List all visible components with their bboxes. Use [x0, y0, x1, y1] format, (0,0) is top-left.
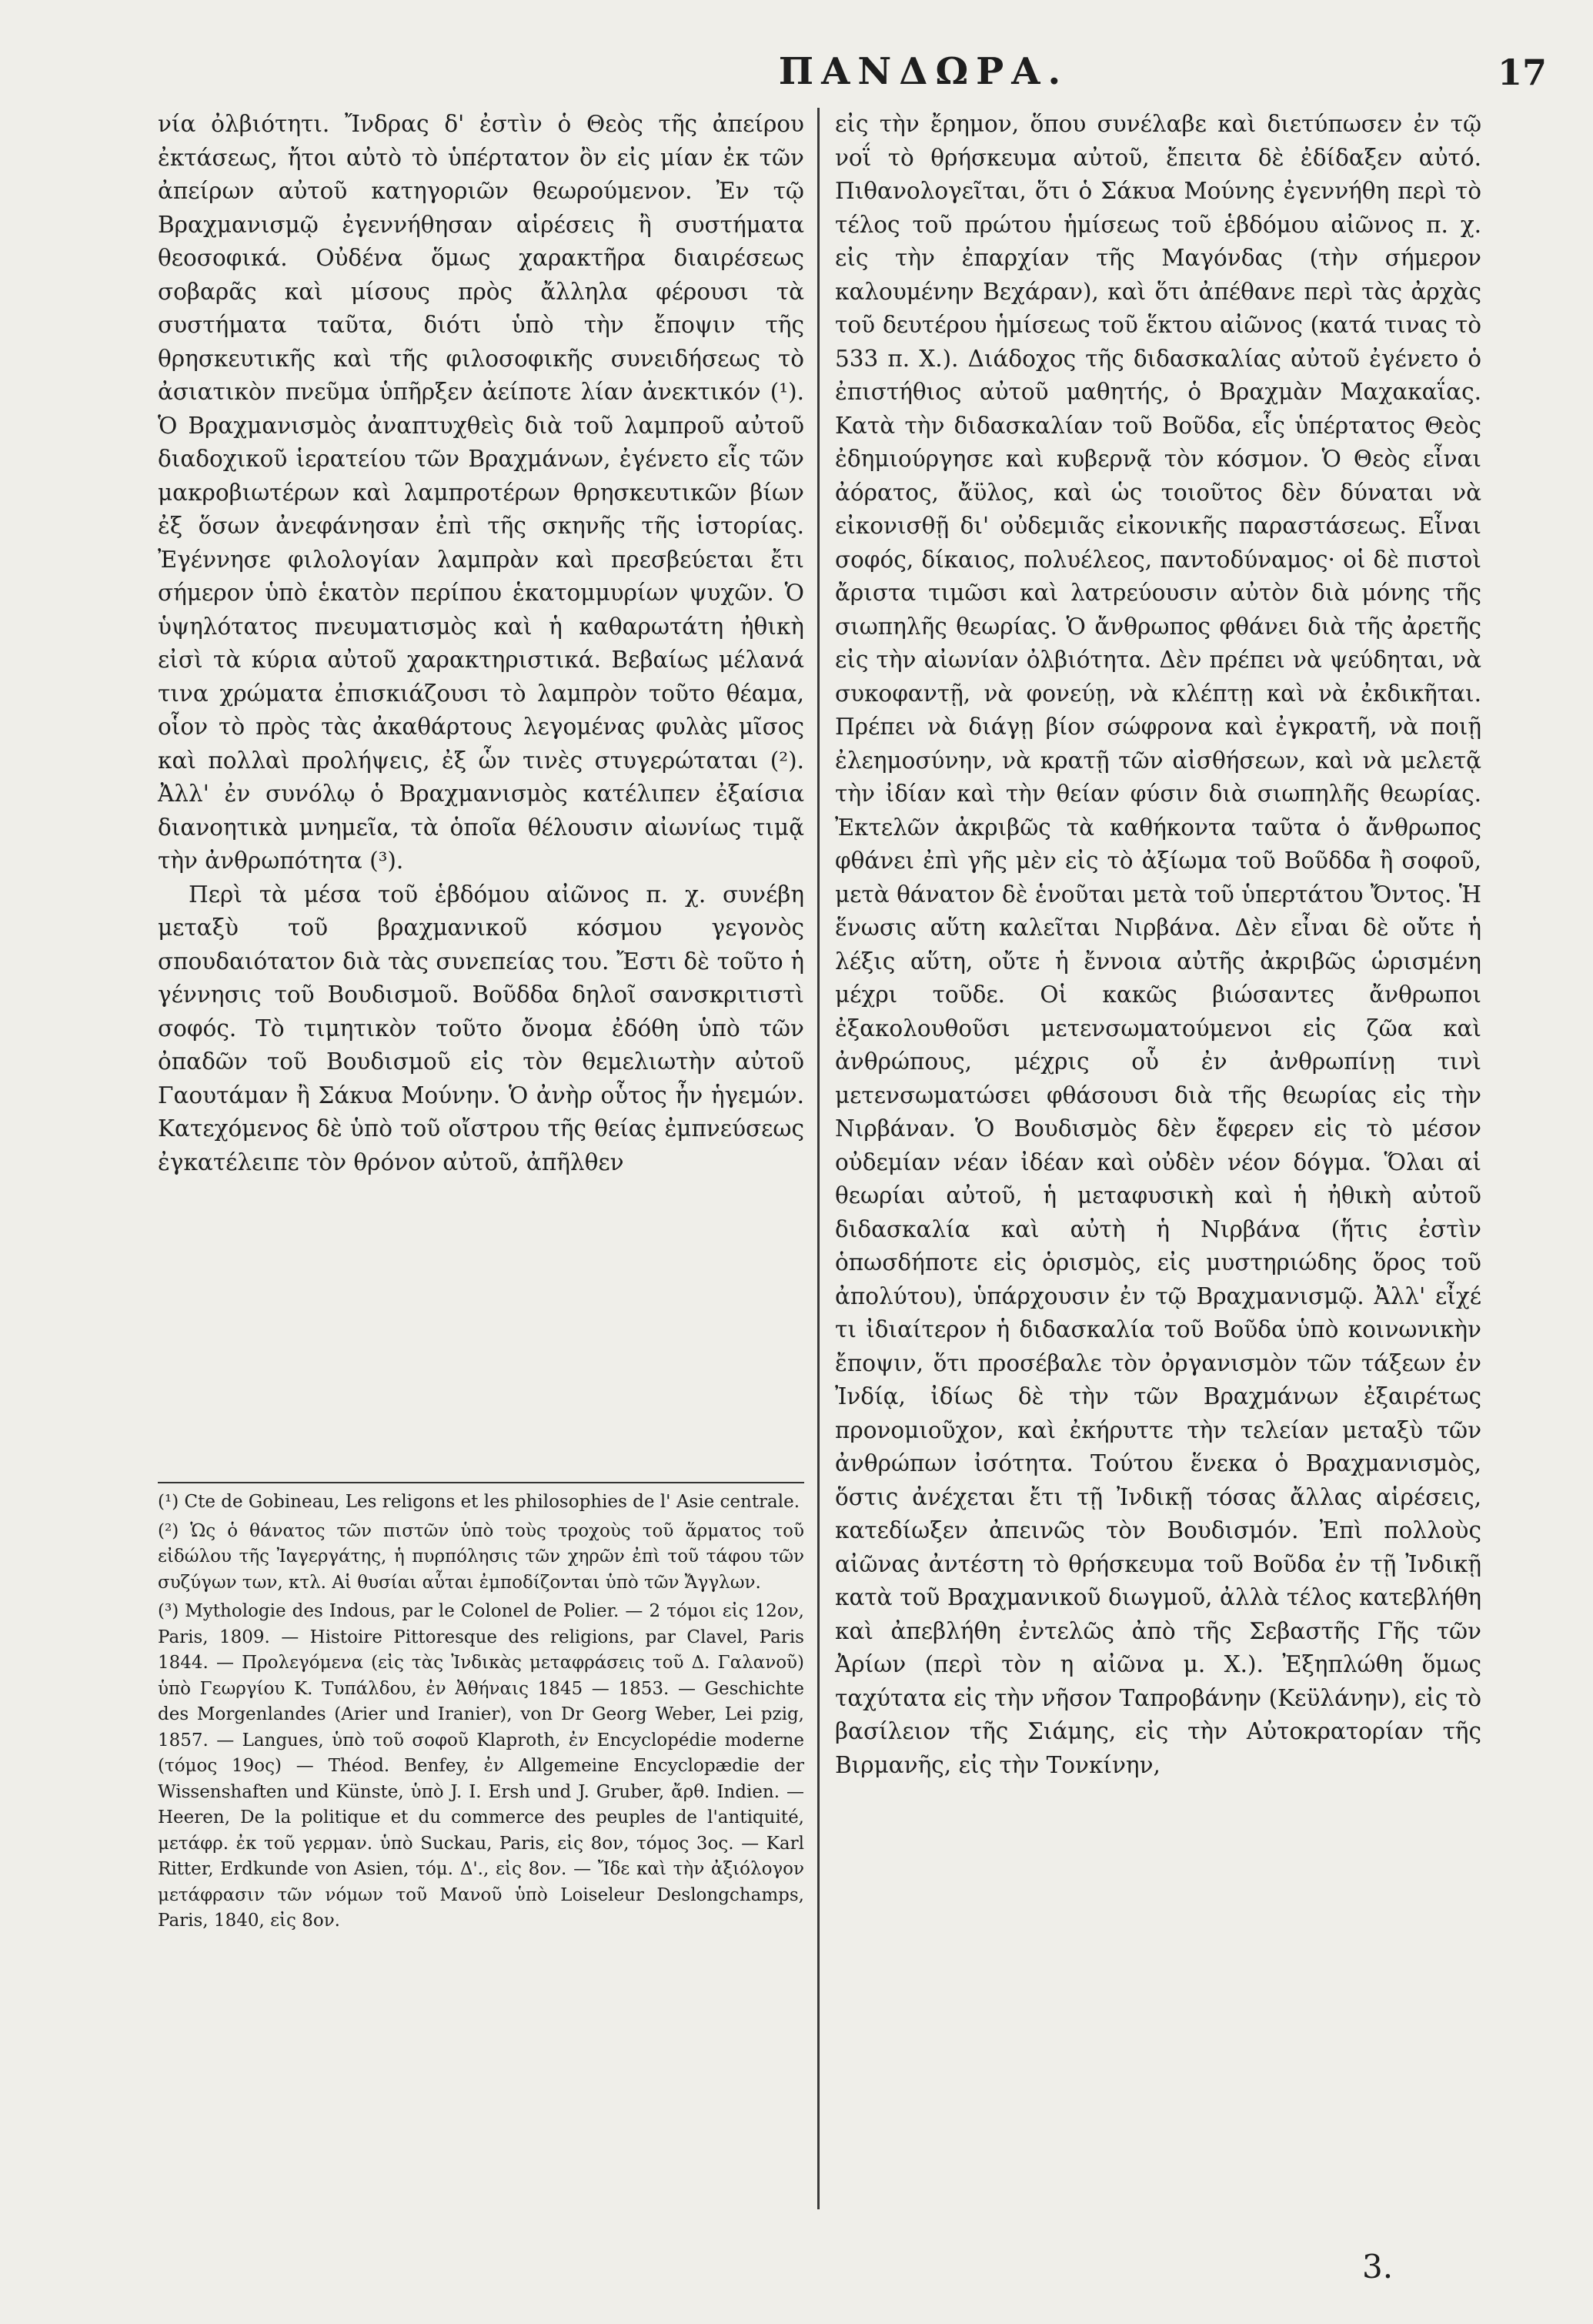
footnote-3: (³) Mythologie des Indous, par le Colonel de Polier. — 2 τόμοι εἰς 12ον, Paris, 1809. — Histoire Pittoresque des religions, par Clavel, Paris 1844. — Προλεγόμενα (εἰς τὰς Ἰνδικὰς μεταφράσεις τοῦ Δ. Γαλανοῦ) ὑπὸ Γεωργίου Κ. Τυπάλδου, ἐν Ἀθήναις 1845 — 1853. — Geschichte des Morgenlandes (Arier und Iranier), von Dr Georg Weber, Lei pzig, 1857. — Langues, ὑπὸ τοῦ σοφοῦ Klaproth, ἐν Encyclopédie moderne (τόμος 19ος) — Théod. Benfey, ἐν Allgemeine Encyclopædie der Wissenshaften und Künste, ὑπὸ J. I. Ersh und J. Gruber, ἄρθ. Indien. — Heeren, De la politique et du commerce des peuples de l'antiquité, μετάφρ. ἐκ τοῦ γερμαν. ὑπὸ Suckau, Paris, εἰς 8ον, τόμος 3ος. — Karl Ritter, Erdkunde von Asien, τόμ. Δ'., εἰς 8ον. — Ἴδε καὶ τὴν ἀξιόλογον μετάφρασιν τῶν νόμων τοῦ Μανοῦ ὑπὸ Loiseleur Deslongchamps, Paris, 1840, εἰς 8ον. — [158, 1601, 804, 1931]
left-column — [158, 108, 804, 1179]
column-divider — [817, 108, 820, 2209]
footnote-2: (²) Ὡς ὁ θάνατος τῶν πιστῶν ὑπὸ τοὺς τροχοὺς τοῦ ἅρματος τοῦ εἰδώλου τῆς Ἰαγεργάτης, ἡ πυρπόλησις τῶν χηρῶν ἐπὶ τοῦ τάφου τῶν συζύγων των, κτλ. Αἱ θυσίαι αὗται ἐμποδίζονται ὑπὸ τῶν Ἄγγλων. — [158, 1520, 804, 1593]
footnote-1: (¹) Cte de Gobineau, Les religons et les philosophies de l' Asie centrale. — [158, 1492, 800, 1512]
running-title: ΠΑΝΔΩΡΑ. — [778, 50, 1069, 93]
right-paragraph-1: εἰς τὴν ἔρημον, ὅπου συνέλαβε καὶ διετύπωσεν ἐν τῷ νοΐ τὸ θρήσκευμα αὐτοῦ, ἔπειτα δὲ ἐδίδαξεν αὐτό. Πιθανολογεῖται, ὅτι ὁ Σάκυα Μούνης ἐγεννήθη περὶ τὸ τέλος τοῦ πρώτου ἡμίσεως τοῦ ἑβδόμου αἰῶνος π. χ. εἰς τὴν ἐπαρχίαν τῆς Μαγόνδας (τὴν σήμερον καλουμένην Βεχάραν), καὶ ὅτι ἀπέθανε περὶ τὰς ἀρχὰς τοῦ δευτέρου ἡμίσεως τοῦ ἕκτου αἰῶνος (κατά τινας τὸ 533 π. Χ.). Διάδοχος τῆς διδασκαλίας αὐτοῦ ἐγένετο ὁ ἐπιστήθιος αὐτοῦ μαθητής, ὁ Βραχμὰν Μαχακαΐας. Κατὰ τὴν διδασκαλίαν τοῦ Βοῦδα, εἷς ὑπέρτατος Θεὸς ἐδημιούργησε καὶ κυβερνᾷ τὸν κόσμον. Ὁ Θεὸς εἶναι ἀόρατος, ἄϋλος, καὶ ὡς τοιοῦτος δὲν δύναται νὰ εἰκονισθῇ δι' οὐδεμιᾶς εἰκονικῆς παραστάσεως. Εἶναι σοφός, δίκαιος, πολυέλεος, παντοδύναμος· οἱ δὲ πιστοὶ ἄριστα τιμῶσι καὶ λατρεύουσιν αὐτὸν διὰ μόνης τῆς σιωπηλῆς θεωρίας. Ὁ ἄνθρωπος φθάνει διὰ τῆς ἀρετῆς εἰς τὴν αἰωνίαν ὀλβιότητα. Δὲν πρέπει νὰ ψεύδηται, νὰ συκοφαντῇ, νὰ φονεύῃ, νὰ κλέπτῃ καὶ νὰ ἐκδικῆται. Πρέπει νὰ διάγῃ βίον σώφρονα καὶ ἐγκρατῆ, νὰ ποιῇ ἐλεημοσύνην, νὰ κρατῇ τῶν αἰσθήσεων, καὶ νὰ μελετᾷ τὴν ἰδίαν καὶ τὴν θείαν φύσιν διὰ σιωπηλῆς θεωρίας. Ἐκτελῶν ἀκριβῶς τὰ καθήκοντα ταῦτα ὁ ἄνθρωπος φθάνει ἐπὶ γῆς μὲν εἰς τὸ ἀξίωμα τοῦ Βοῦδδα ἢ σοφοῦ, μετὰ θάνατον δὲ ἑνοῦται μετὰ τοῦ ὑπερτάτου Ὄντος. Ἡ ἕνωσις αὕτη καλεῖται Νιρβάνα. Δὲν εἶναι δὲ οὔτε ἡ λέξις αὕτη, οὔτε ἡ ἔννοια αὐτῆς ἀκριβῶς ὡρισμένη μέχρι τοῦδε. Οἱ κακῶς βιώσαντες ἄνθρωποι ἐξακολουθοῦσι μετενσωματούμενοι εἰς ζῶα καὶ ἀνθρώπους, μέχρις οὗ ἐν ἀνθρωπίνῃ τινὶ μετενσωματώσει φθάσουσι διὰ τῆς θεωρίας εἰς τὴν Νιρβάναν. Ὁ Βουδισμὸς δὲν ἔφερεν εἰς τὸ μέσον οὐδεμίαν νέαν ἰδέαν καὶ οὐδὲν νέον δόγμα. Ὅλαι αἱ θεωρίαι αὐτοῦ, ἡ μεταφυσικὴ καὶ ἡ ἠθικὴ αὐτοῦ διδασκαλία καὶ αὐτὴ ἡ Νιρβάνα (ἥτις ἐστὶν ὁπωσδήποτε εἰς ὁρισμὸς, εἰς μυστηριώδης ὅρος τοῦ ἀπολύτου), ὑπάρχουσιν ἐν τῷ Βραχμανισμῷ. Ἀλλ' εἶχέ τι ἰδιαίτερον ἡ διδασκαλία τοῦ Βοῦδα ὑπὸ κοινωνικὴν ἔποψιν, ὅτι προσέβαλε τὸν ὀργανισμὸν τῶν τάξεων ἐν Ἰνδίᾳ, ἰδίως δὲ τὴν τῶν Βραχμάνων ἐξαιρέτως προνομιοῦχον, καὶ ἐκήρυττε τὴν τελείαν μεταξὺ τῶν ἀνθρώπων ἰσότητα. Τούτου ἕνεκα ὁ Βραχμανισμὸς, ὅστις ἀνέχεται ἔτι τῇ Ἰνδικῇ τόσας ἄλλας αἱρέσεις, κατεδίωξεν ἀπεινῶς τὸν Βουδισμόν. Ἐπὶ πολλοὺς αἰῶνας ἀντέστη τὸ θρήσκευμα τοῦ Βοῦδα ἐν τῇ Ἰνδικῇ κατὰ τοῦ Βραχμανικοῦ διωγμοῦ, ἀλλὰ τέλος κατεβλήθη καὶ ἀπεβλήθη ἐντελῶς ἀπὸ τῆς Σεβαστῆς Γῆς τῶν Ἀρίων (περὶ τὸν η αἰῶνα μ. Χ.). Ἐξηπλώθη ὅμως ταχύτατα εἰς τὴν νῆσον Ταπροβάνην (Κεϋλάνην), εἰς τὸ βασίλειον τῆς Σιάμης, εἰς τὴν Αὐτοκρατορίαν τῆς Βιρμανῆς, εἰς τὴν Τονκίνην, — [835, 111, 1481, 1778]
page-number: 17 — [1497, 52, 1547, 93]
signature-mark: 3. — [1362, 2248, 1394, 2286]
right-column — [835, 108, 1481, 1782]
left-paragraph-2: Περὶ τὰ μέσα τοῦ ἑβδόμου αἰῶνος π. χ. συνέβη μεταξὺ τοῦ βραχμανικοῦ κόσμου γεγονὸς σπουδαιότατον διὰ τὰς συνεπείας του. Ἔστι δὲ τοῦτο ἡ γέννησις τοῦ Βουδισμοῦ. Βοῦδδα δηλοῖ σανσκριτιστὶ σοφός. Τὸ τιμητικὸν τοῦτο ὄνομα ἐδόθη ὑπὸ τῶν ὀπαδῶν τοῦ Βουδισμοῦ εἰς τὸν θεμελιωτὴν αὐτοῦ Γαουτάμαν ἢ Σάκυα Μούνην. Ὁ ἀνὴρ οὗτος ἦν ἡγεμών. Κατεχόμενος δὲ ὑπὸ τοῦ οἴστρου τῆς θείας ἐμπνεύσεως ἐγκατέλειπε τὸν θρόνον αὐτοῦ, ἀπῆλθεν — [158, 881, 804, 1175]
left-paragraph-1: νία ὀλβιότητι. Ἴνδρας δ' ἐστὶν ὁ Θεὸς τῆς ἀπείρου ἐκτάσεως, ἤτοι αὐτὸ τὸ ὑπέρτατον ὂν εἰς μίαν ἐκ τῶν ἀπείρων αὐτοῦ κατηγοριῶν θεωρούμενον. Ἐν τῷ Βραχμανισμῷ ἐγεννήθησαν αἱρέσεις ἢ συστήματα θεοσοφικά. Οὐδένα ὅμως χαρακτῆρα διαιρέσεως σοβαρᾶς καὶ μίσους πρὸς ἄλληλα φέρουσι τὰ συστήματα ταῦτα, διότι ὑπὸ τὴν ἔποψιν τῆς θρησκευτικῆς καὶ τῆς φιλοσοφικῆς συνειδήσεως τὸ ἀσιατικὸν πνεῦμα ὑπῆρξεν ἀείποτε λίαν ἀνεκτικόν (¹). Ὁ Βραχμανισμὸς ἀναπτυχθεὶς διὰ τοῦ λαμπροῦ αὐτοῦ διαδοχικοῦ ἱερατείου τῶν Βραχμάνων, ἐγένετο εἷς τῶν μακροβιωτέρων καὶ λαμπροτέρων θρησκευτικῶν βίων ἐξ ὅσων ἀνεφάνησαν ἐπὶ τῆς σκηνῆς τῆς ἱστορίας. Ἐγέννησε φιλολογίαν λαμπρὰν καὶ πρεσβεύεται ἔτι σήμερον ὑπὸ ἑκατὸν περίπου ἑκατομμυρίων ψυχῶν. Ὁ ὑψηλότατος πνευματισμὸς καὶ ἡ καθαρωτάτη ἠθικὴ εἰσὶ τὰ κύρια αὐτοῦ χαρακτηριστικά. Βεβαίως μέλανά τινα χρώματα ἐπισκιάζουσι τὸ λαμπρὸν τοῦτο θέαμα, οἷον τὸ πρὸς τὰς ἀκαθάρτους λεγομένας φυλὰς μῖσος καὶ πολλαὶ προλήψεις, ἐξ ὧν τινὲς στυγερώταται (²). Ἀλλ' ἐν συνόλῳ ὁ Βραχμανισμὸς κατέλιπεν ἐξαίσια διανοητικὰ μνημεῖα, τὰ ὁποῖα θέλουσιν αἰωνίως τιμᾷ τὴν ἀνθρωπότητα (³). — [158, 111, 804, 874]
footnotes — [158, 1490, 804, 1938]
page-header — [139, 42, 1555, 112]
footnote-rule — [158, 1482, 804, 1483]
